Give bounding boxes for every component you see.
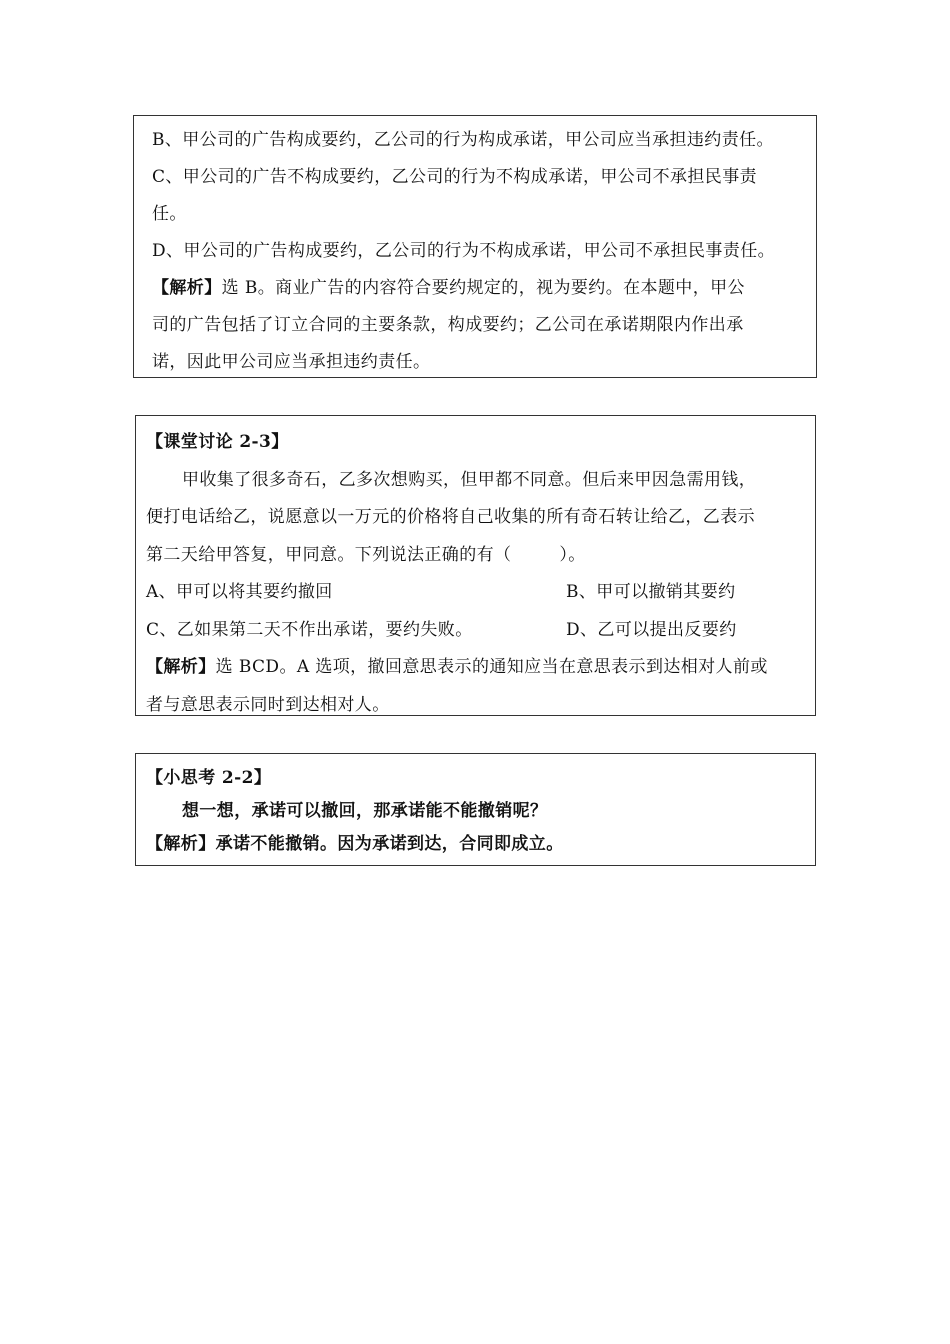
thinking-heading: 【小思考 2-2】 (146, 768, 272, 788)
discussion-analysis-line1 (146, 649, 805, 687)
discussion-heading: 【课堂讨论 2-3】 (146, 432, 289, 452)
discussion-body-line3-b: ）。 (559, 544, 586, 565)
analysis-box-options (133, 115, 817, 378)
thinking-analysis: 【解析】承诺不能撤销。因为承诺到达，合同即成立。 (146, 834, 564, 854)
class-discussion-box (135, 415, 816, 716)
discussion-analysis-line2: 者与意思表示同时到达相对人。 (146, 694, 390, 715)
option-c-text-line2: 任。 (152, 204, 187, 224)
discussion-body-line3 (146, 537, 805, 575)
analysis-text-1: 选 BCD。A 选项，撤回意思表示的通知应当在意思表示到达相对人前或 (215, 657, 768, 677)
analysis-line2: 司的广告包括了订立合同的主要条款，构成要约；乙公司在承诺期限内作出承 (152, 315, 744, 335)
options-row-1 (146, 574, 805, 612)
option-b-text: B、甲公司的广告构成要约，乙公司的行为构成承诺，甲公司应当承担违约责任。 (152, 130, 774, 150)
discussion-body-line2: 便打电话给乙，说愿意以一万元的价格将自己收集的所有奇石转让给乙，乙表示 (146, 507, 755, 527)
options-row-2 (146, 612, 805, 650)
analysis-line3: 诺，因此甲公司应当承担违约责任。 (152, 352, 431, 372)
discussion-body-line3-a: 第二天给甲答复，甲同意。下列说法正确的有（ (146, 544, 512, 565)
little-thinking-box (135, 753, 816, 866)
analysis-label: 【解析】 (146, 657, 216, 677)
thinking-question: 想一想，承诺可以撤回，那承诺能不能撤销呢？ (182, 801, 548, 821)
option-c-text: C、乙如果第二天不作出承诺，要约失败。 (146, 619, 473, 640)
option-c-text-line1: C、甲公司的广告不构成要约，乙公司的行为不构成承诺，甲公司不承担民事责 (152, 167, 758, 187)
option-d-text: D、乙可以提出反要约 (566, 619, 737, 640)
option-a-text: A、甲可以将其要约撤回 (146, 582, 333, 602)
discussion-body-line1: 甲收集了很多奇石，乙多次想购买，但甲都不同意。但后来甲因急需用钱， (182, 469, 757, 490)
option-b-text: B、甲可以撤销其要约 (566, 582, 736, 602)
analysis-label: 【解析】 (152, 278, 222, 298)
option-d-text: D、甲公司的广告构成要约，乙公司的行为不构成承诺，甲公司不承担民事责任。 (152, 241, 776, 261)
analysis-text-1: 选 B。商业广告的内容符合要约规定的，视为要约。在本题中，甲公 (221, 278, 745, 298)
analysis-line1 (144, 270, 806, 307)
